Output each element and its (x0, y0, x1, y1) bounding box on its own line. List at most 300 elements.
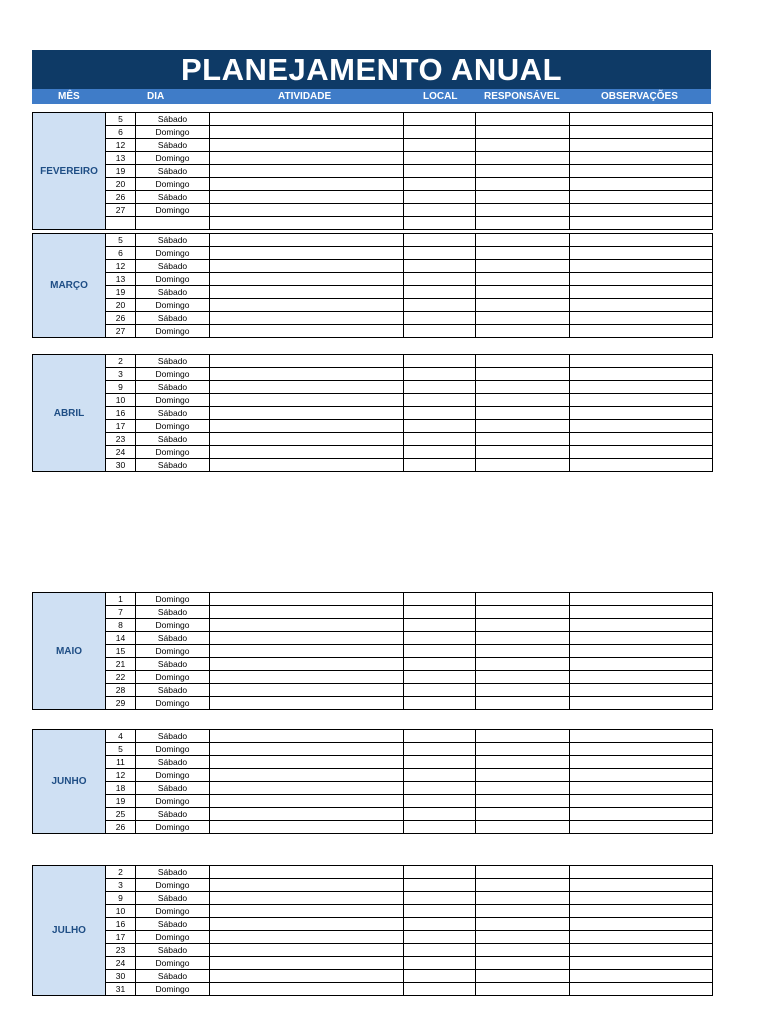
local-cell[interactable] (404, 730, 476, 743)
local-cell[interactable] (404, 299, 476, 312)
observations-cell[interactable] (570, 420, 713, 433)
local-cell[interactable] (404, 821, 476, 834)
responsible-cell[interactable] (476, 684, 570, 697)
responsible-cell[interactable] (476, 126, 570, 139)
activity-cell[interactable] (210, 671, 404, 684)
local-cell[interactable] (404, 606, 476, 619)
weekday-cell: Domingo (136, 204, 210, 217)
month-block-maio (32, 592, 712, 710)
weekday-cell: Sábado (136, 286, 210, 299)
table-row (33, 126, 713, 139)
responsible-cell[interactable] (476, 178, 570, 191)
table-row (33, 191, 713, 204)
observations-cell[interactable] (570, 152, 713, 165)
activity-cell[interactable] (210, 892, 404, 905)
local-cell[interactable] (404, 970, 476, 983)
observations-cell[interactable] (570, 407, 713, 420)
responsible-cell[interactable] (476, 671, 570, 684)
activity-cell[interactable] (210, 420, 404, 433)
responsible-cell[interactable] (476, 879, 570, 892)
table-row (33, 446, 713, 459)
table-row (33, 931, 713, 944)
weekday-cell: Sábado (136, 782, 210, 795)
activity-cell[interactable] (210, 381, 404, 394)
day-cell: 20 (106, 299, 136, 312)
weekday-cell: Sábado (136, 312, 210, 325)
local-cell[interactable] (404, 394, 476, 407)
day-cell: 23 (106, 944, 136, 957)
observations-cell[interactable] (570, 671, 713, 684)
day-cell: 9 (106, 892, 136, 905)
day-cell: 6 (106, 126, 136, 139)
day-cell: 10 (106, 394, 136, 407)
observations-cell[interactable] (570, 204, 713, 217)
observations-cell[interactable] (570, 165, 713, 178)
responsible-cell[interactable] (476, 446, 570, 459)
month-table (32, 729, 713, 834)
local-cell[interactable] (404, 381, 476, 394)
table-row (33, 273, 713, 286)
local-cell[interactable] (404, 234, 476, 247)
observations-cell[interactable] (570, 782, 713, 795)
table-row (33, 821, 713, 834)
month-label: JUNHO (33, 730, 106, 834)
local-cell[interactable] (404, 273, 476, 286)
weekday-cell: Sábado (136, 730, 210, 743)
activity-cell[interactable] (210, 658, 404, 671)
observations-cell[interactable] (570, 433, 713, 446)
responsible-cell[interactable] (476, 931, 570, 944)
table-row (33, 730, 713, 743)
responsible-cell[interactable] (476, 299, 570, 312)
table-row (33, 433, 713, 446)
observations-cell[interactable] (570, 459, 713, 472)
day-cell: 31 (106, 983, 136, 996)
local-cell[interactable] (404, 918, 476, 931)
responsible-cell[interactable] (476, 632, 570, 645)
local-cell[interactable] (404, 697, 476, 710)
local-cell[interactable] (404, 260, 476, 273)
weekday-cell: Domingo (136, 645, 210, 658)
responsible-cell[interactable] (476, 459, 570, 472)
responsible-cell[interactable] (476, 944, 570, 957)
activity-cell[interactable] (210, 645, 404, 658)
observations-cell[interactable] (570, 970, 713, 983)
local-cell[interactable] (404, 191, 476, 204)
day-cell: 30 (106, 970, 136, 983)
observations-cell[interactable] (570, 795, 713, 808)
day-cell: 10 (106, 905, 136, 918)
responsible-cell[interactable] (476, 368, 570, 381)
observations-cell[interactable] (570, 355, 713, 368)
observations-cell[interactable] (570, 446, 713, 459)
local-cell[interactable] (404, 446, 476, 459)
observations-cell[interactable] (570, 606, 713, 619)
responsible-cell[interactable] (476, 905, 570, 918)
day-cell: 11 (106, 756, 136, 769)
month-block-julho (32, 865, 712, 996)
responsible-cell[interactable] (476, 234, 570, 247)
local-cell[interactable] (404, 892, 476, 905)
local-cell[interactable] (404, 743, 476, 756)
day-cell: 20 (106, 178, 136, 191)
observations-cell[interactable] (570, 957, 713, 970)
local-cell[interactable] (404, 286, 476, 299)
activity-cell[interactable] (210, 593, 404, 606)
responsible-cell[interactable] (476, 866, 570, 879)
observations-cell[interactable] (570, 645, 713, 658)
day-cell: 25 (106, 808, 136, 821)
activity-cell[interactable] (210, 113, 404, 126)
weekday-cell: Domingo (136, 178, 210, 191)
local-cell[interactable] (404, 957, 476, 970)
observations-cell[interactable] (570, 684, 713, 697)
responsible-cell[interactable] (476, 918, 570, 931)
local-cell[interactable] (404, 645, 476, 658)
activity-cell[interactable] (210, 407, 404, 420)
observations-cell[interactable] (570, 126, 713, 139)
observations-cell[interactable] (570, 697, 713, 710)
column-header-row (32, 89, 711, 104)
responsible-cell[interactable] (476, 769, 570, 782)
observations-cell[interactable] (570, 368, 713, 381)
local-cell[interactable] (404, 178, 476, 191)
responsible-cell[interactable] (476, 165, 570, 178)
activity-cell[interactable] (210, 126, 404, 139)
responsible-cell[interactable] (476, 312, 570, 325)
weekday-cell: Sábado (136, 970, 210, 983)
activity-cell[interactable] (210, 632, 404, 645)
observations-cell[interactable] (570, 619, 713, 632)
table-row (33, 645, 713, 658)
weekday-cell: Domingo (136, 299, 210, 312)
observations-cell[interactable] (570, 632, 713, 645)
weekday-cell: Sábado (136, 260, 210, 273)
activity-cell[interactable] (210, 730, 404, 743)
day-cell: 6 (106, 247, 136, 260)
local-cell[interactable] (404, 247, 476, 260)
day-cell: 27 (106, 325, 136, 338)
observations-cell[interactable] (570, 286, 713, 299)
observations-cell[interactable] (570, 743, 713, 756)
activity-cell[interactable] (210, 368, 404, 381)
day-cell: 3 (106, 879, 136, 892)
responsible-cell[interactable] (476, 756, 570, 769)
local-cell[interactable] (404, 769, 476, 782)
weekday-cell: Domingo (136, 126, 210, 139)
observations-cell[interactable] (570, 381, 713, 394)
local-cell[interactable] (404, 325, 476, 338)
activity-cell[interactable] (210, 204, 404, 217)
responsible-cell[interactable] (476, 983, 570, 996)
local-cell[interactable] (404, 632, 476, 645)
responsible-cell[interactable] (476, 433, 570, 446)
weekday-cell: Sábado (136, 918, 210, 931)
table-row (33, 671, 713, 684)
activity-cell[interactable] (210, 866, 404, 879)
observations-cell[interactable] (570, 730, 713, 743)
observations-cell[interactable] (570, 178, 713, 191)
activity-cell[interactable] (210, 165, 404, 178)
table-row (33, 944, 713, 957)
observations-cell[interactable] (570, 273, 713, 286)
activity-cell[interactable] (210, 433, 404, 446)
local-cell[interactable] (404, 126, 476, 139)
responsible-cell[interactable] (476, 273, 570, 286)
table-row (33, 684, 713, 697)
activity-cell[interactable] (210, 619, 404, 632)
local-cell[interactable] (404, 808, 476, 821)
observations-cell[interactable] (570, 658, 713, 671)
day-cell: 13 (106, 273, 136, 286)
local-cell[interactable] (404, 407, 476, 420)
weekday-cell: Domingo (136, 273, 210, 286)
day-cell: 27 (106, 204, 136, 217)
local-cell[interactable] (404, 619, 476, 632)
activity-cell[interactable] (210, 191, 404, 204)
local-cell[interactable] (404, 420, 476, 433)
local-cell[interactable] (404, 905, 476, 918)
responsible-cell[interactable] (476, 420, 570, 433)
activity-cell[interactable] (210, 743, 404, 756)
table-row (33, 606, 713, 619)
weekday-cell: Domingo (136, 879, 210, 892)
weekday-cell: Domingo (136, 420, 210, 433)
local-cell[interactable] (404, 782, 476, 795)
observations-cell[interactable] (570, 394, 713, 407)
local-cell[interactable] (404, 204, 476, 217)
activity-cell[interactable] (210, 446, 404, 459)
month-label: JULHO (33, 866, 106, 996)
activity-cell[interactable] (210, 299, 404, 312)
activity-cell[interactable] (210, 905, 404, 918)
table-row (33, 983, 713, 996)
local-cell[interactable] (404, 139, 476, 152)
weekday-cell: Sábado (136, 756, 210, 769)
observations-cell[interactable] (570, 905, 713, 918)
activity-cell[interactable] (210, 918, 404, 931)
responsible-cell[interactable] (476, 381, 570, 394)
responsible-cell[interactable] (476, 782, 570, 795)
responsible-cell[interactable] (476, 407, 570, 420)
weekday-cell: Domingo (136, 394, 210, 407)
activity-cell[interactable] (210, 983, 404, 996)
observations-cell[interactable] (570, 217, 713, 230)
table-row (33, 299, 713, 312)
responsible-cell[interactable] (476, 325, 570, 338)
day-cell: 8 (106, 619, 136, 632)
activity-cell[interactable] (210, 273, 404, 286)
day-cell: 22 (106, 671, 136, 684)
responsible-cell[interactable] (476, 139, 570, 152)
activity-cell[interactable] (210, 312, 404, 325)
observations-cell[interactable] (570, 247, 713, 260)
observations-cell[interactable] (570, 191, 713, 204)
local-cell[interactable] (404, 931, 476, 944)
activity-cell[interactable] (210, 394, 404, 407)
observations-cell[interactable] (570, 821, 713, 834)
local-cell[interactable] (404, 312, 476, 325)
activity-cell[interactable] (210, 697, 404, 710)
local-cell[interactable] (404, 217, 476, 230)
local-cell[interactable] (404, 684, 476, 697)
observations-cell[interactable] (570, 139, 713, 152)
activity-cell[interactable] (210, 879, 404, 892)
responsible-cell[interactable] (476, 697, 570, 710)
responsible-cell[interactable] (476, 645, 570, 658)
month-block-marco (32, 233, 712, 338)
table-row (33, 139, 713, 152)
activity-cell[interactable] (210, 957, 404, 970)
activity-cell[interactable] (210, 139, 404, 152)
day-cell: 12 (106, 260, 136, 273)
observations-cell[interactable] (570, 756, 713, 769)
activity-cell[interactable] (210, 459, 404, 472)
activity-cell[interactable] (210, 247, 404, 260)
local-cell[interactable] (404, 756, 476, 769)
observations-cell[interactable] (570, 866, 713, 879)
responsible-cell[interactable] (476, 743, 570, 756)
table-row (33, 782, 713, 795)
table-row (33, 769, 713, 782)
responsible-cell[interactable] (476, 970, 570, 983)
local-cell[interactable] (404, 866, 476, 879)
observations-cell[interactable] (570, 260, 713, 273)
responsible-cell[interactable] (476, 113, 570, 126)
local-cell[interactable] (404, 113, 476, 126)
observations-cell[interactable] (570, 983, 713, 996)
responsible-cell[interactable] (476, 204, 570, 217)
day-cell: 21 (106, 658, 136, 671)
weekday-cell: Domingo (136, 325, 210, 338)
responsible-cell[interactable] (476, 658, 570, 671)
weekday-cell: Sábado (136, 113, 210, 126)
local-cell[interactable] (404, 671, 476, 684)
weekday-cell: Domingo (136, 931, 210, 944)
month-table (32, 865, 713, 996)
responsible-cell[interactable] (476, 394, 570, 407)
observations-cell[interactable] (570, 593, 713, 606)
day-cell: 5 (106, 113, 136, 126)
activity-cell[interactable] (210, 260, 404, 273)
local-cell[interactable] (404, 165, 476, 178)
responsible-cell[interactable] (476, 808, 570, 821)
header-dia: DIA (147, 91, 165, 102)
table-row (33, 204, 713, 217)
day-cell: 17 (106, 420, 136, 433)
activity-cell[interactable] (210, 684, 404, 697)
responsible-cell[interactable] (476, 217, 570, 230)
weekday-cell: Sábado (136, 684, 210, 697)
header-responsavel: RESPONSÁVEL (484, 91, 560, 102)
observations-cell[interactable] (570, 892, 713, 905)
local-cell[interactable] (404, 658, 476, 671)
responsible-cell[interactable] (476, 606, 570, 619)
local-cell[interactable] (404, 879, 476, 892)
responsible-cell[interactable] (476, 593, 570, 606)
local-cell[interactable] (404, 355, 476, 368)
local-cell[interactable] (404, 795, 476, 808)
observations-cell[interactable] (570, 769, 713, 782)
day-cell: 23 (106, 433, 136, 446)
local-cell[interactable] (404, 459, 476, 472)
activity-cell[interactable] (210, 355, 404, 368)
responsible-cell[interactable] (476, 260, 570, 273)
activity-cell[interactable] (210, 795, 404, 808)
table-row (33, 247, 713, 260)
observations-cell[interactable] (570, 234, 713, 247)
activity-cell[interactable] (210, 325, 404, 338)
local-cell[interactable] (404, 944, 476, 957)
responsible-cell[interactable] (476, 191, 570, 204)
observations-cell[interactable] (570, 299, 713, 312)
local-cell[interactable] (404, 983, 476, 996)
observations-cell[interactable] (570, 113, 713, 126)
activity-cell[interactable] (210, 821, 404, 834)
responsible-cell[interactable] (476, 892, 570, 905)
observations-cell[interactable] (570, 931, 713, 944)
responsible-cell[interactable] (476, 821, 570, 834)
weekday-cell: Domingo (136, 697, 210, 710)
activity-cell[interactable] (210, 286, 404, 299)
observations-cell[interactable] (570, 879, 713, 892)
responsible-cell[interactable] (476, 355, 570, 368)
observations-cell[interactable] (570, 944, 713, 957)
activity-cell[interactable] (210, 808, 404, 821)
activity-cell[interactable] (210, 152, 404, 165)
responsible-cell[interactable] (476, 152, 570, 165)
responsible-cell[interactable] (476, 795, 570, 808)
responsible-cell[interactable] (476, 619, 570, 632)
month-label: MAIO (33, 593, 106, 710)
activity-cell[interactable] (210, 234, 404, 247)
table-row (33, 905, 713, 918)
observations-cell[interactable] (570, 808, 713, 821)
table-row (33, 970, 713, 983)
table-row (33, 260, 713, 273)
observations-cell[interactable] (570, 918, 713, 931)
responsible-cell[interactable] (476, 957, 570, 970)
local-cell[interactable] (404, 593, 476, 606)
activity-cell[interactable] (210, 217, 404, 230)
activity-cell[interactable] (210, 756, 404, 769)
observations-cell[interactable] (570, 325, 713, 338)
activity-cell[interactable] (210, 970, 404, 983)
local-cell[interactable] (404, 433, 476, 446)
day-cell: 17 (106, 931, 136, 944)
local-cell[interactable] (404, 368, 476, 381)
observations-cell[interactable] (570, 312, 713, 325)
weekday-cell: Domingo (136, 593, 210, 606)
table-row (33, 632, 713, 645)
day-cell: 19 (106, 795, 136, 808)
activity-cell[interactable] (210, 782, 404, 795)
responsible-cell[interactable] (476, 247, 570, 260)
activity-cell[interactable] (210, 769, 404, 782)
responsible-cell[interactable] (476, 286, 570, 299)
responsible-cell[interactable] (476, 730, 570, 743)
weekday-cell: Sábado (136, 191, 210, 204)
table-row (33, 756, 713, 769)
activity-cell[interactable] (210, 178, 404, 191)
weekday-cell: Domingo (136, 821, 210, 834)
weekday-cell (136, 217, 210, 230)
activity-cell[interactable] (210, 606, 404, 619)
activity-cell[interactable] (210, 931, 404, 944)
activity-cell[interactable] (210, 944, 404, 957)
table-row (33, 381, 713, 394)
local-cell[interactable] (404, 152, 476, 165)
